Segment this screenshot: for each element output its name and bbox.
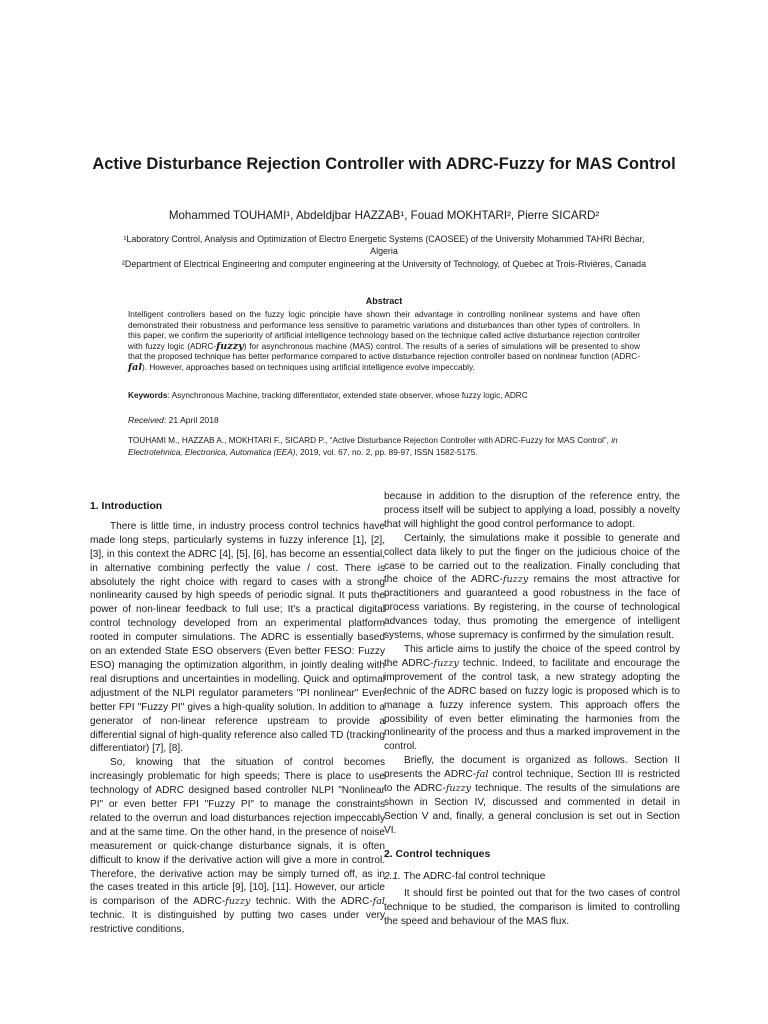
received-date <box>128 415 640 426</box>
citation-prefix: TOUHAMI M., HAZZAB A., MOKHTARI F., SICARD P., “Active Disturbance Rejection Controller with ADRC-Fuzzy for MAS Control”, <box>128 436 612 445</box>
paragraph <box>90 756 385 937</box>
keywords-label: Keywords <box>128 391 168 400</box>
text-run: Certainly, the simulations make it possible to generate and collect data likely to put the finger on the judicious choice of the case to be carried out to the realization. Finally concluding that the choice of the ADRC- <box>384 532 680 586</box>
abstract-heading: Abstract <box>365 296 403 306</box>
abstract-math-fuzzy: fuzzy <box>216 340 244 352</box>
section-heading-control-techniques: 2. Control techniques <box>384 848 491 860</box>
paper-title: Active Disturbance Rejection Controller with ADRC-Fuzzy for MAS Control <box>92 155 676 173</box>
math-fuzzy: fuzzy <box>445 783 472 795</box>
math-fal: fal <box>372 896 385 908</box>
affiliations <box>110 233 658 271</box>
text-run: Briefly, the document is organized as follows. Section II presents the ADRC- <box>384 755 680 781</box>
abstract-text <box>128 310 640 374</box>
abstract-math-fal: fal <box>128 361 142 373</box>
subsection-heading <box>384 870 680 884</box>
abstract-text-a: Intelligent controllers based on the fuzzy logic principle have shown their advantage in controlling nonlinear systems and have often demonstrated their robustness and performance less sensitive to parametric variations and disturbances than other types of controllers. In this paper, we confirm the superiority of artificial intelligence technology based on the technique called active disturbance rejection controller with fuzzy logic (ADRC- <box>128 310 640 351</box>
left-column <box>90 490 385 937</box>
citation-journal: in Electrotehnica, Electronica, Automatica (EEA) <box>128 436 618 457</box>
abstract-text-b: ) for asynchronous machine (MAS) control. The results of a series of simulations will be presented to show that the proposed technique has better performance compared to active disturbance rejection controller based on nonlinear function (ADRC- <box>128 341 640 362</box>
math-fal: fal <box>476 769 489 781</box>
subsection-number: 2.1. <box>384 870 401 882</box>
keywords-text: : Asynchronous Machine, tracking differentiator, extended state observer, whose fuzzy logic, ADRC <box>167 391 528 400</box>
paragraph <box>384 643 680 754</box>
author-list: Mohammed TOUHAMI¹, Abdeldjbar HAZZAB¹, Fouad MOKHTARI², Pierre SICARD² <box>168 209 600 222</box>
affiliation-2: ²Department of Electrical Engineering and computer engineering at the University of Technology, of Quebec at Trois-Rivières, Canada <box>121 259 647 269</box>
text-run: This article aims to justify the choice of the speed control by the ADRC- <box>384 643 680 669</box>
text-run: remains the most attractive for practitioners and guaranteed a good robustness in the face of process variations. By registering, in the course of technological advances today, thus promoting the emergence of intelligent systems, whose supremacy is confirmed by the simulation result. <box>384 574 681 642</box>
paragraph: It should first be pointed out that for the two cases of control technique to be studied, the comparison is limited to controlling the speed and behaviour of the MAS flux. <box>384 888 680 928</box>
received-text: : 21 April 2018 <box>163 415 219 425</box>
section-heading-introduction: 1. Introduction <box>90 501 163 512</box>
text-run: technic. Indeed, to facilitate and encourage the improvement of the control task, a new strategy adopting the technic of the ADRC based on fuzzy logic is proposed which is to manage a fuzzy inference system. This approach offers the possibility of even better eliminating the harmonies from the nonlinearity of the process and thus a marked improvement in the control. <box>384 657 680 753</box>
paragraph <box>384 532 680 643</box>
text-run: technic. With the ADRC- <box>250 896 373 908</box>
math-fuzzy: fuzzy <box>225 896 251 908</box>
affiliation-1: ¹Laboratory Control, Analysis and Optimization of Electro Energetic Systems (CAOSEE) of the University Mohammed TAHRI Béchar, Algeria <box>123 234 645 256</box>
math-fuzzy: fuzzy <box>502 574 529 586</box>
paragraph <box>384 754 680 837</box>
math-fuzzy: fuzzy <box>433 657 459 669</box>
received-label: Received <box>128 415 164 425</box>
text-run: technique. The results of the simulations are shown in Section IV, discussed and commented in detail in Section V and, finally, a general conclusion is set out in Section VI. <box>384 783 680 836</box>
abstract-text-c: ). However, approaches based on techniques using artificial intelligence evolve impeccably. <box>142 362 475 372</box>
citation-suffix: , 2019, vol. 67, no. 2, pp. 89-97, ISSN 1582-5175. <box>295 448 478 457</box>
paragraph: because in addition to the disruption of the reference entry, the process itself will be subject to applying a load, possibly a novelty that will highlight the good control performance to adopt. <box>384 491 680 530</box>
text-run: control technique, Section III is restricted to the ADRC- <box>384 769 680 795</box>
subsection-title: The ADRC-fal control technique <box>400 870 546 882</box>
text-run: So, knowing that the situation of control becomes increasingly problematic for high speeds; There is place to use technology of ADRC designed based controller NLPI "Nonlinear PI" or even better FPI "Fuzzy PI" to manage the constraints related to the overrun and load disturbances rejection impeccably and at the same time. On the other hand, in the presence of noise measurement or quick-change disturbance signals, it is often difficult to know if the derivative action will give a more in control. Therefore, the derivative action may be simply turned off, as in the cases treated in this article [9], [10], [11]. However, our article is comparison of the ADRC- <box>90 757 385 908</box>
right-column <box>384 490 680 929</box>
paragraph: There is little time, in industry process control technics have made long steps, particularly systems in fuzzy inference [1], [2], [3], in this context the ADRC [4], [5], [6], has become an essential, in alternative combining perfectly the value / cost. There is absolutely the right choice with regard to cases with a strong nonlinearity caused by high speeds of periodic signal. It puts the power of non-linear feedback to full use; It's a practical digital control technology developed from an experimental platform rooted in computer simulations. The ADRC is essentially based on an extended State ESO observers (Even better FESO: Fuzzy ESO) managing the optimization algorithm, in jointly dealing with real disruptions and uncertainties in modelling. Quick and optimal adjustment of the NLPI regulator parameters "PI nonlinear" Even better FPI "Fuzzy PI" gives a high-quality solution. In addition to a generator of non-linear reference upstream to provide a differential signal of high-quality reference also called TD (tracking differentiator) [7], [8]. <box>90 520 385 755</box>
citation <box>128 435 640 459</box>
text-run: technic. It is distinguished by putting two cases under very restrictive conditions, <box>90 910 385 936</box>
keywords <box>128 390 640 401</box>
